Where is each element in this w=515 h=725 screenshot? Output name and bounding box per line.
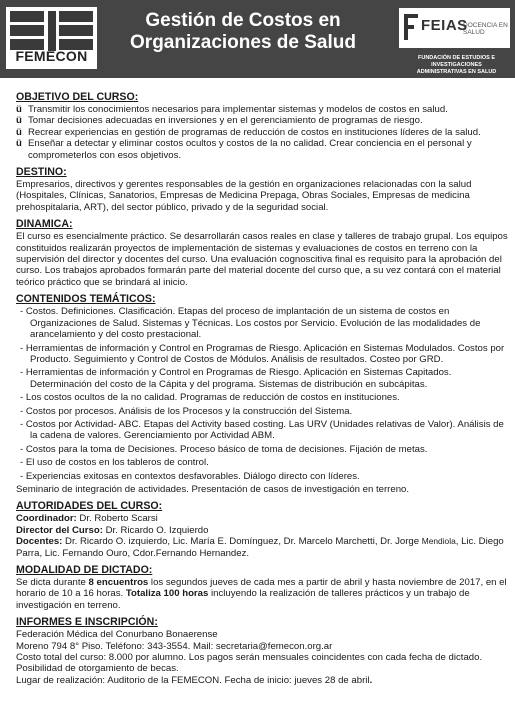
page-title — [108, 10, 378, 54]
femecon-logo-text: FEMECON — [15, 48, 88, 64]
informes-section — [16, 616, 511, 686]
informes-heading: INFORMES E INSCRIPCIÓN: — [16, 616, 158, 629]
check-icon: ü — [16, 104, 22, 115]
autoridades-section — [16, 500, 511, 559]
contenido-item: - Costos por procesos. Análisis de los Procesos y la construcción del Sistema. — [20, 405, 353, 417]
feias-logo — [399, 8, 510, 48]
modalidad-section — [16, 564, 511, 611]
feias-mark-icon — [404, 14, 418, 40]
contenido-item: - Costos para la toma de Decisiones. Proceso básico de toma de decisiones. Fijación de metas. — [20, 443, 428, 455]
check-icon: ü — [16, 126, 22, 138]
check-icon: ü — [16, 138, 22, 150]
objetivo-item: ü Transmitir los conocimientos necesarios para implementar sistemas y modelos de costos en salud. — [16, 104, 448, 115]
feias-subtitle: DOCENCIA EN SALUD — [463, 22, 508, 36]
check-icon: ü — [16, 115, 22, 127]
modalidad-text: Se dicta durante 8 encuentros los segundos jueves de cada mes a partir de abril y hasta noviembre de 2017, en el horario de 10 a 16 horas. Totaliza 100 horas incluyendo la realización de talleres prácticos y un trabajo de investigación en terreno. — [16, 577, 507, 611]
title-line-2: Organizaciones de Salud — [130, 32, 356, 53]
destino-section — [16, 166, 511, 213]
informes-place-line: Lugar de realización: Auditorio de la FEMECON. Fecha de inicio: jueves 28 de abril. — [16, 674, 373, 686]
contenido-item: - Costos. Definiciones. Clasificación. Etapas del proceso de implantación de un sistema de costos en Organizaciones de Salud. Sistemas y Técnicas. Los costos por Servicio. Evolución de las modalidades de arancelamiento y del costo prestacional. — [20, 306, 481, 341]
informes-contact-line: Moreno 794 8° Piso. Teléfono: 343-3554. Mail: secretaria@femecon.org.ar — [16, 640, 333, 652]
informes-cost-line: Costo total del curso: 8.000 por alumno. Los pagos serán mensuales coincidentes con cada fecha de dictado. — [16, 652, 483, 664]
informes-line: Federación Médica del Conurbano Bonaerense — [16, 629, 218, 641]
objetivo-section — [16, 91, 511, 161]
contenido-item: - Los costos ocultos de la no calidad. Programas de reducción de costos en instituciones. — [20, 392, 400, 404]
objetivo-item: ü Recrear experiencias en gestión de programas de reducción de costos en instituciones líderes de la salud. — [16, 126, 481, 138]
course-content — [16, 86, 511, 686]
coordinador-line: Coordinador: Dr. Roberto Scarsi — [16, 513, 158, 525]
destino-text: Empresarios, directivos y gerentes responsables de la gestión en organizaciones relacionadas con la salud (Hospitales, Clínicas, Sanatorios, Empresas de Medicina Prepaga, Obras Sociales, Empresas de medicina prehospitalaria, ART), del sector público, privado y de la seguridad social. — [16, 179, 472, 213]
feias-caption — [399, 55, 514, 76]
feias-caption-line-2: ADMINISTRATIVAS EN SALUD — [416, 69, 497, 75]
title-line-1: Gestión de Costos en — [145, 10, 341, 31]
objetivo-item: ü Enseñar a detectar y eliminar costos ocultos y costos de la no calidad. Crear conciencia en el personal y comprometerlos con esos objetivos. — [16, 138, 472, 161]
informes-becas-line: Posibilidad de otorgamiento de becas. — [16, 663, 179, 675]
contenidos-section — [16, 293, 511, 495]
contenido-item: - Herramientas de información y Control en Programas de Riesgo. Aplicación en Sistemas Modulados. Costos por Producto. Seguimiento y Control de Costos de Módulos. Análisis de resultados. Costeo por GRD. — [20, 342, 505, 365]
feias-caption-line-1: FUNDACIÓN DE ESTUDIOS E INVESTIGACIONES — [417, 55, 495, 68]
contenidos-heading: CONTENIDOS TEMÁTICOS: — [16, 293, 156, 306]
feias-brand: FEIAS — [421, 17, 468, 34]
director-line: Director del Curso: Dr. Ricardo O. Izquierdo — [16, 524, 209, 536]
objetivo-heading: OBJETIVO DEL CURSO: — [16, 91, 139, 103]
header-banner — [0, 0, 515, 78]
dinamica-section — [16, 218, 511, 288]
objetivo-item: ü Tomar decisiones adecuadas en inversiones y en el gerenciamiento de programas de riesgo. — [16, 115, 423, 127]
femecon-logo — [6, 7, 97, 69]
femecon-emblem-icon — [10, 11, 93, 51]
destino-heading: DESTINO: — [16, 166, 67, 179]
modalidad-heading: MODALIDAD DE DICTADO: — [16, 564, 153, 576]
contenido-item: - Costos por Actividad- ABC. Etapas del Activity based costing. Las URV (Unidades relativas de Valor). Análisis de la cadena de valores. Gerenciamiento por Actividad ABM. — [20, 418, 504, 442]
seminar-text: Seminario de integración de actividades. Presentación de casos de investigación en terreno. — [16, 483, 410, 495]
docentes-line: Docentes: Dr. Ricardo O. izquierdo, Lic. María E. Domínguez, Dr. Marcelo Marchetti, Dr. Jorge Mendiola, Lic. Diego Parra, Lic. Fernando Ouro, Cdor.Fernando Hernandez. — [16, 536, 504, 559]
contenido-item: - Herramientas de información y Control en Programas de Riesgo. Aplicación en Sistemas Capitados. Determinación del costo de la Cápita y del programa. Sistemas de distribución en subcápitas. — [20, 367, 452, 390]
contenido-item: - El uso de costos en los tableros de control. — [20, 457, 209, 469]
autoridades-heading: AUTORIDADES DEL CURSO: — [16, 500, 163, 513]
dinamica-heading: DINAMICA: — [16, 218, 73, 231]
contenido-item: - Experiencias exitosas en contextos desfavorables. Diálogo directo con líderes. — [20, 470, 360, 482]
dinamica-text: El curso es esencialmente práctico. Se desarrollarán casos reales en clase y talleres de trabajo grupal. Los equipos constituidos realizarán proyectos de implementación de sistemas y evaluaciones de costos en terreno con la supervisión del director y docentes del curso. Una evaluación cognoscitiva final es requisito para la aprobación del curso. Los trabajos aprobados formarán parte del material docente del curso que, a su vez contará con el material teórico práctico que se brindará al inicio. — [16, 231, 508, 288]
